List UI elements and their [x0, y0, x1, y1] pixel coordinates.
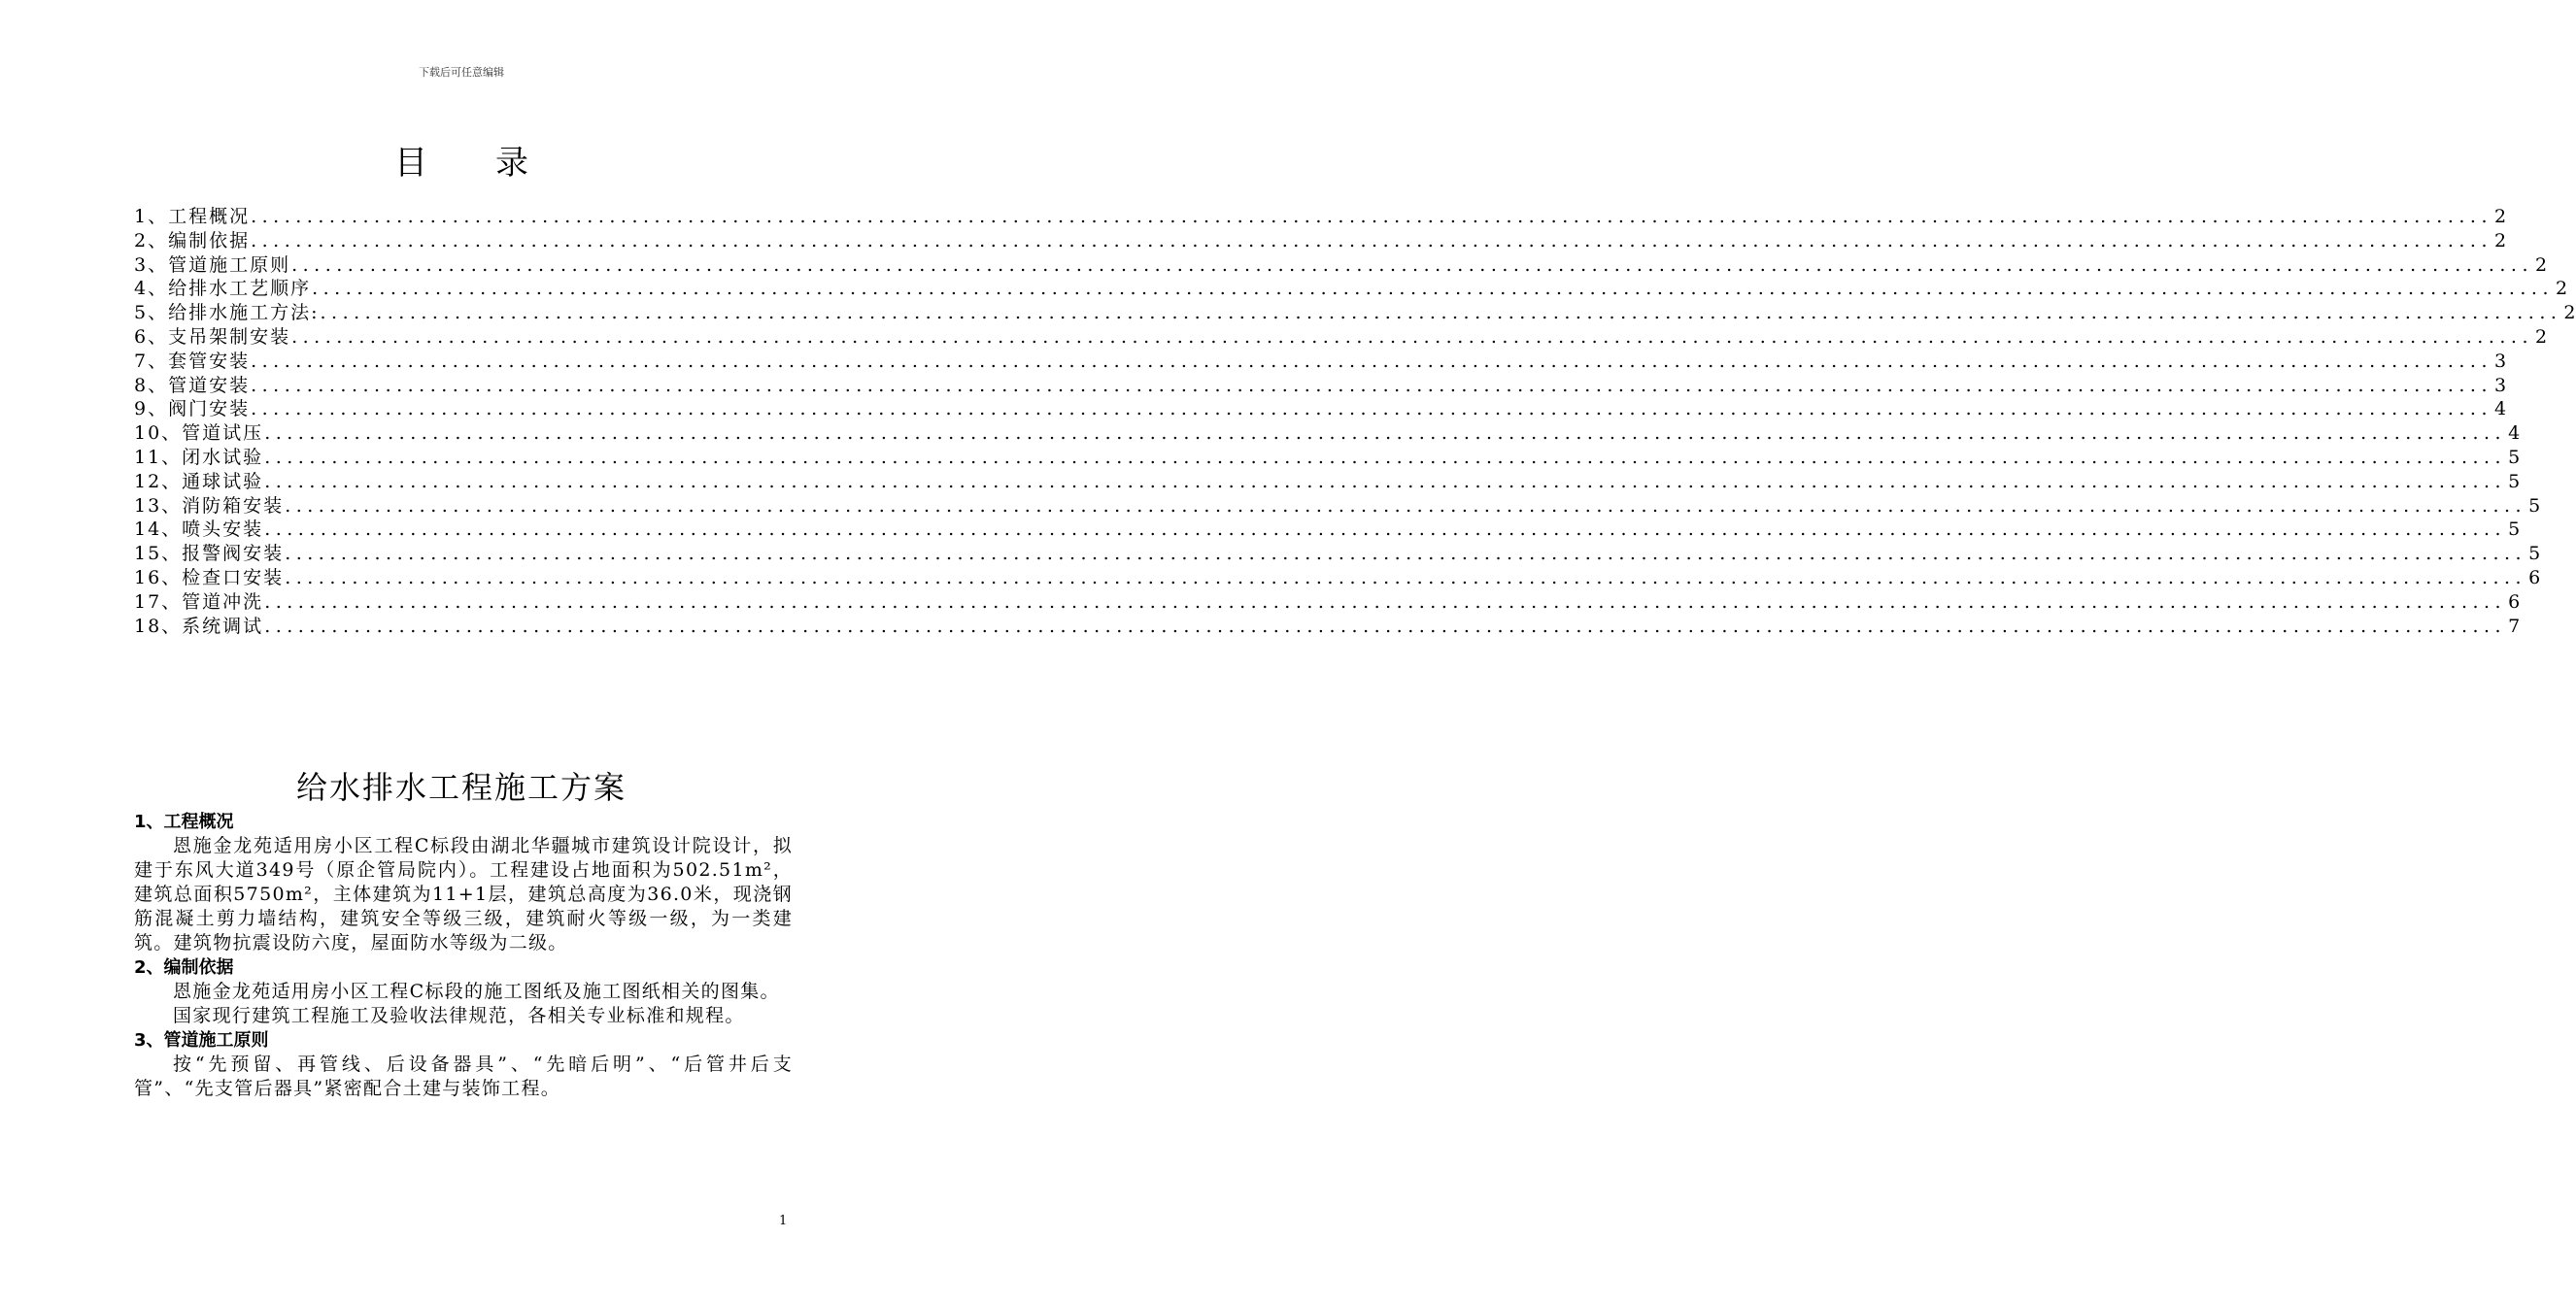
toc-entry-page: 7 [2508, 615, 2521, 637]
toc-entry-label: 18、系统调试 [134, 615, 264, 637]
toc-dot-leader: ........................................................................................................................................................................................................ [264, 519, 2507, 541]
toc-entry[interactable] [134, 542, 2541, 566]
toc-entry[interactable] [134, 350, 2507, 374]
toc-entry-page: 5 [2508, 470, 2521, 492]
toc-entry[interactable] [134, 494, 2541, 519]
toc-entry-page: 4 [2494, 398, 2507, 420]
toc-dot-leader: ........................................................................................................................................................................................................ [251, 350, 2493, 372]
toc-entry-page: 4 [2508, 422, 2521, 445]
section-heading: 3、管道施工原则 [134, 1030, 269, 1051]
header-note: 下载后可任意编辑 [419, 66, 504, 79]
paragraph: 恩施金龙苑适用房小区工程C标段的施工图纸及施工图纸相关的图集。 [173, 981, 780, 1002]
toc-entry[interactable] [134, 301, 2576, 325]
document-title: 给水排水工程施工方案 [295, 769, 627, 806]
paragraph: 国家现行建筑工程施工及验收法律规范，各相关专业标准和规程。 [173, 1005, 745, 1026]
toc-entry-page: 3 [2494, 350, 2507, 372]
toc-entry-page: 6 [2528, 566, 2541, 588]
toc-entry[interactable] [134, 590, 2521, 615]
paragraph: 按“先预留、再管线、后设备器具”、“先暗后明”、“后管井后支管”、“先支管后器具”紧密配合土建与装饰工程。 [134, 1054, 793, 1099]
toc-entry-label: 7、套管安装 [134, 350, 251, 372]
toc-dot-leader: ........................................................................................................................................................................................................ [285, 543, 2527, 565]
toc-entry-label: 15、报警阀安装 [134, 543, 285, 565]
toc-entry-label: 2、编制依据 [134, 229, 251, 251]
toc-entry-label: 9、阀门安装 [134, 398, 251, 420]
toc-entry-label: 12、通球试验 [134, 470, 264, 492]
toc-entry-page: 2 [2535, 325, 2548, 348]
table-of-contents [134, 205, 2576, 638]
toc-dot-leader: ........................................................................................................................................................................................................ [291, 325, 2534, 348]
toc-dot-leader: ........................................................................................................................................................................................................ [251, 374, 2493, 396]
toc-entry[interactable] [134, 518, 2521, 542]
toc-entry-label: 4、给排水工艺顺序 [134, 278, 312, 300]
toc-entry-page: 2 [2494, 206, 2507, 227]
section-heading: 1、工程概况 [134, 812, 234, 832]
toc-entry[interactable] [134, 253, 2548, 278]
toc-entry-page: 5 [2508, 446, 2521, 468]
toc-entry[interactable] [134, 470, 2521, 494]
toc-entry-label: 16、检查口安装 [134, 566, 285, 588]
toc-entry-label: 10、管道试压 [134, 422, 264, 445]
toc-entry-page: 5 [2508, 519, 2521, 541]
document-body [134, 810, 793, 1101]
toc-dot-leader: ........................................................................................................................................................................................................ [251, 398, 2493, 420]
toc-entry-page: 2 [2494, 229, 2507, 251]
paragraph: 恩施金龙苑适用房小区工程C标段由湖北华疆城市建筑设计院设计，拟建于东风大道349号（原企管局院内）。工程建设占地面积为502.51m²，建筑总面积5750m²，主体建筑为11+1层，建筑总高度为36.0米，现浇钢筋混凝土剪力墙结构，建筑安全等级三级，建筑耐火等级一级，为一类建筑。建筑物抗震设防六度，屋面防水等级为二级。 [134, 835, 793, 954]
toc-entry-label: 1、工程概况 [134, 206, 251, 227]
toc-entry-label: 8、管道安装 [134, 374, 251, 396]
toc-dot-leader: ........................................................................................................................................................................................................ [264, 590, 2507, 613]
toc-entry-page: 2 [2556, 278, 2568, 300]
toc-dot-leader: ........................................................................................................................................................................................................ [285, 566, 2527, 588]
toc-entry-label: 13、消防箱安装 [134, 494, 285, 517]
toc-dot-leader: ........................................................................................................................................................................................................ [320, 302, 2562, 324]
toc-entry[interactable] [134, 446, 2521, 470]
toc-entry-label: 3、管道施工原则 [134, 253, 291, 276]
toc-entry-page: 5 [2528, 543, 2541, 565]
toc-entry-page: 2 [2535, 253, 2548, 276]
toc-entry[interactable] [134, 374, 2507, 398]
toc-dot-leader: ........................................................................................................................................................................................................ [285, 494, 2527, 517]
toc-dot-leader: ........................................................................................................................................................................................................ [264, 470, 2507, 492]
toc-entry-label: 6、支吊架制安装 [134, 325, 291, 348]
toc-entry[interactable] [134, 325, 2548, 350]
toc-dot-leader: ........................................................................................................................................................................................................ [264, 446, 2507, 468]
page-number: 1 [779, 1214, 788, 1228]
toc-entry-page: 3 [2494, 374, 2507, 396]
toc-entry[interactable] [134, 421, 2521, 446]
toc-entry-page: 6 [2508, 590, 2521, 613]
toc-entry[interactable] [134, 229, 2507, 253]
toc-dot-leader: ........................................................................................................................................................................................................ [264, 422, 2507, 445]
toc-dot-leader: ........................................................................................................................................................................................................ [251, 206, 2493, 227]
section-heading: 2、编制依据 [134, 957, 234, 978]
toc-entry-page: 5 [2528, 494, 2541, 517]
toc-entry-label: 5、给排水施工方法: [134, 302, 320, 324]
toc-dot-leader: ........................................................................................................................................................................................................ [264, 615, 2507, 637]
toc-dot-leader: ........................................................................................................................................................................................................ [291, 253, 2534, 276]
toc-entry[interactable] [134, 277, 2568, 301]
toc-dot-leader: ........................................................................................................................................................................................................ [312, 278, 2555, 300]
toc-entry-label: 17、管道冲洗 [134, 590, 264, 613]
toc-title: 目录 [394, 144, 596, 183]
toc-entry[interactable] [134, 397, 2507, 421]
toc-entry[interactable] [134, 615, 2521, 639]
toc-entry-label: 14、喷头安装 [134, 519, 264, 541]
toc-entry-page: 2 [2563, 302, 2576, 324]
toc-dot-leader: ........................................................................................................................................................................................................ [251, 229, 2493, 251]
toc-entry[interactable] [134, 205, 2507, 229]
toc-entry-label: 11、闭水试验 [134, 446, 264, 468]
toc-entry[interactable] [134, 566, 2541, 590]
